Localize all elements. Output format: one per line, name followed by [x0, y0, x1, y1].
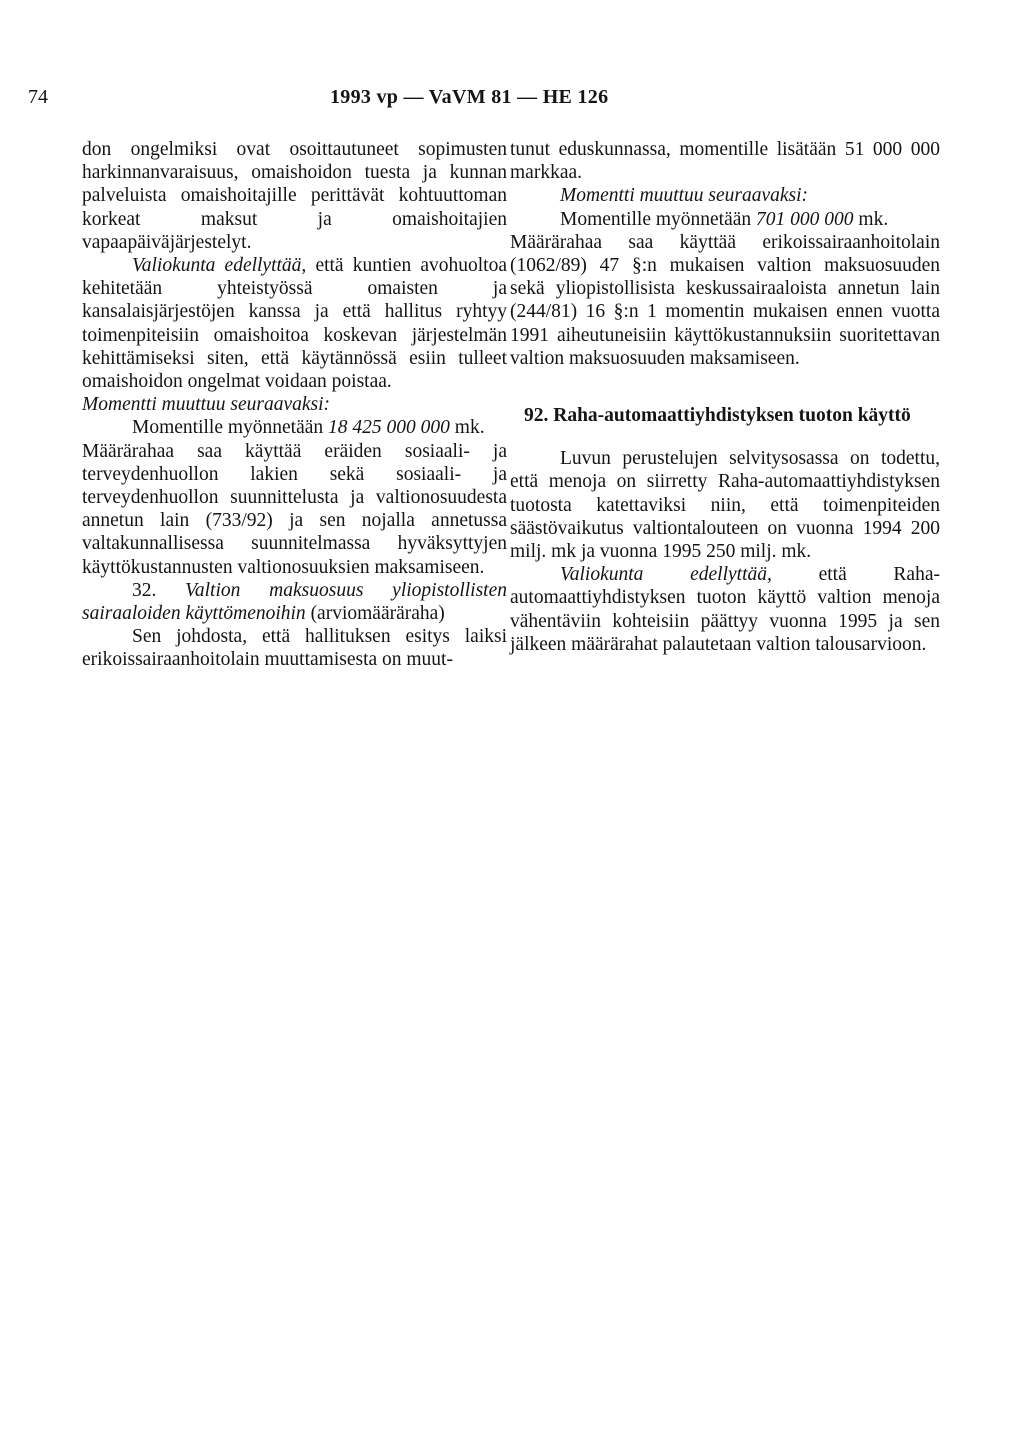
paragraph: Määrärahaa saa käyttää eräiden sosiaali- ja terveydenhuollon lakien sekä sosiaali- ja terveydenhuollon suunnittelusta ja valtionosuudesta annetun lain (733/92) ja sen nojalla annetussa valtakunnallisessa suunnitelmassa hyväksyttyjen käyttökustannusten valtionosuuksien maksamiseen. [82, 440, 507, 578]
currency-unit: mk. [449, 417, 485, 439]
paragraph-text: että kuntien avohuoltoa kehitetään yhteistyössä omaisten ja kansalaisjärjestöjen kanssa ja että hallitus ryhtyy toimenpiteisiin omaishoitoa koskevan järjestelmän kehittämiseksi siten, että käytännössä esiin tulleet omaishoidon ongelmat voidaan poistaa. [82, 255, 507, 393]
italic-phrase: Momentti muuttuu seuraavaksi: [82, 394, 331, 416]
appropriation-line [82, 416, 507, 439]
appropriation-amount: 18 425 000 000 [328, 417, 450, 439]
right-column [510, 138, 940, 656]
item-number: 32. [132, 579, 186, 601]
section-heading: 92. Raha-automaattiyhdistyksen tuoton käyttö [524, 405, 911, 427]
item-title: Valtion maksuosuus yliopistollisten sairaaloiden käyttömenoihin [82, 579, 507, 625]
paragraph: Luvun perustelujen selvitysosassa on todettu, että menoja on siirretty Raha-automaattiyhdistyksen tuotosta katettaviksi niin, että toimenpiteiden säästövaikutus valtiontalouteen on vuonna 1994 200 milj. mk ja vuonna 1995 250 milj. mk. [510, 448, 940, 563]
appropriation-line [510, 208, 940, 231]
italic-phrase: Momentti muuttuu seuraavaksi: [560, 185, 809, 207]
italic-phrase: Valiokunta edellyttää, [132, 255, 307, 277]
running-header: 1993 vp — VaVM 81 — HE 126 [330, 86, 609, 108]
italic-phrase: Valiokunta edellyttää, [560, 564, 772, 586]
paragraph [82, 393, 507, 416]
paragraph [82, 254, 507, 393]
paragraph: Määrärahaa saa käyttää erikoissairaanhoitolain (1062/89) 47 §:n mukaisen valtion maksuosuuden sekä yliopistollisista keskussairaaloista annetun lain (244/81) 16 §:n 1 momentin mukaisen ennen vuotta 1991 aiheutuneisiin käyttökustannuksiin suoritettavan valtion maksuosuuden maksamiseen. [510, 231, 940, 369]
currency-unit: mk. [853, 208, 889, 230]
paragraph-text: että Raha-automaattiyhdistyksen tuoton käyttö valtion menoja vähentäviin kohteisiin päättyy vuonna 1995 ja sen jälkeen määrärahat palautetaan valtion talousarvioon. [510, 564, 940, 655]
paragraph-text: Momentille myönnetään [132, 417, 329, 439]
paragraph: tunut eduskunnassa, momentille lisätään 51 000 000 markkaa. [510, 139, 940, 184]
paragraph [510, 184, 940, 207]
item-heading [82, 579, 507, 625]
appropriation-amount: 701 000 000 [756, 208, 854, 230]
item-type: (arviomääräraha) [305, 603, 445, 625]
paragraph-text: Momentille myönnetään [560, 208, 757, 230]
paragraph [510, 563, 940, 656]
paragraph: Sen johdosta, että hallituksen esitys laiksi erikoissairaanhoitolain muuttamisesta on muut- [82, 626, 507, 671]
left-column [82, 138, 507, 672]
page-number: 74 [28, 86, 48, 108]
paragraph: don ongelmiksi ovat osoittautuneet sopimusten harkinnanvaraisuus, omaishoidon tuesta ja kunnan palveluista omaishoitajille perittävät kohtuuttoman korkeat maksut ja omaishoitajien vapaapäiväjärjestelyt. [82, 139, 507, 253]
